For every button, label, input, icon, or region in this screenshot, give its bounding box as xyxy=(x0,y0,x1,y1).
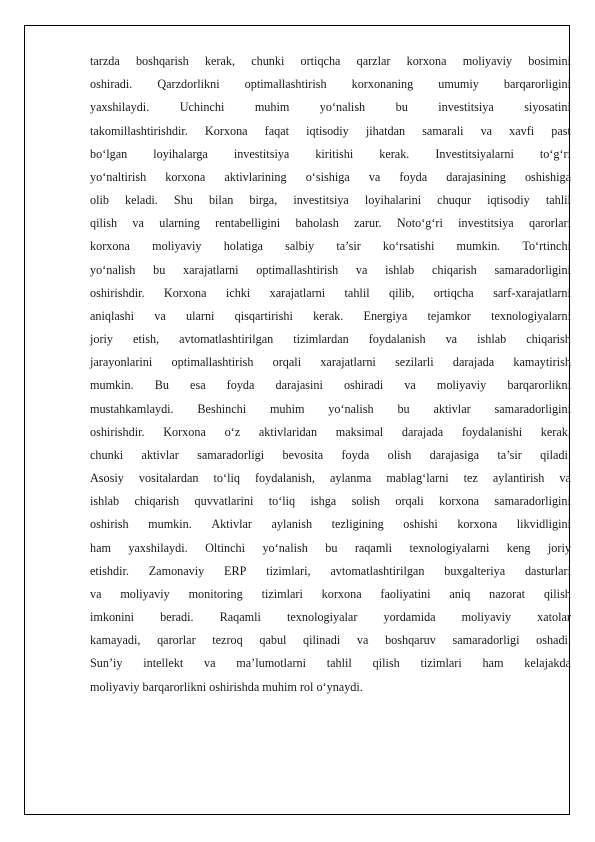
text-line: Sun’iy intellekt va ma’lumotlarni tahlil qilish tizimlari ham kelajakda xyxy=(90,656,571,671)
text-line: va moliyaviy monitoring tizimlari korxona faoliyatini aniq nazorat qilish xyxy=(90,586,571,601)
text-line: yaxshilaydi. Uchinchi muhim yo‘nalish bu investitsiya siyosatini xyxy=(90,100,571,115)
text-line: Asosiy vositalardan to‘liq foydalanish, aylanma mablag‘larni tez aylantirish va xyxy=(90,471,571,486)
text-line: aniqlashi va ularni qisqartirishi kerak. Energiya tejamkor texnologiyalarni xyxy=(90,308,571,323)
text-line: chunki aktivlar samaradorligi bevosita foyda olish darajasiga ta’sir qiladi. xyxy=(90,447,571,462)
text-line: etishdir. Zamonaviy ERP tizimlari, avtomatlashtirilgan buxgalteriya dasturlari xyxy=(90,563,571,578)
text-line: tarzda boshqarish kerak, chunki ortiqcha qarzlar korxona moliyaviy bosimini xyxy=(90,54,571,68)
text-line: mumkin. Bu esa foyda darajasini oshiradi va moliyaviy barqarorlikni xyxy=(90,378,571,393)
text-line: oshirish mumkin. Aktivlar aylanish tezligining oshishi korxona likvidligini xyxy=(90,517,571,532)
text-line: kamayadi, qarorlar tezroq qabul qilinadi va boshqaruv samaradorligi oshadi. xyxy=(90,633,571,648)
text-line: takomillashtirishdir. Korxona faqat iqtisodiy jihatdan samarali va xavfi past xyxy=(90,123,571,138)
text-line: jarayonlarini optimallashtirish orqali xarajatlarni sezilarli darajada kamaytirish xyxy=(90,355,571,370)
text-line: mustahkamlaydi. Beshinchi muhim yo‘nalish bu aktivlar samaradorligini xyxy=(90,401,571,416)
text-line: oshirishdir. Korxona o‘z aktivlaridan maksimal darajada foydalanishi kerak, xyxy=(90,424,571,439)
text-line: ham yaxshilaydi. Oltinchi yo‘nalish bu raqamli texnologiyalarni keng joriy xyxy=(90,540,571,555)
text-line: olib keladi. Shu bilan birga, investitsiya loyihalarini chuqur iqtisodiy tahlil xyxy=(90,193,571,208)
text-line-last: moliyaviy barqarorlikni oshirishda muhim rol o‘ynaydi. xyxy=(90,679,363,694)
text-line: bo‘lgan loyihalarga investitsiya kiritishi kerak. Investitsiyalarni to‘g‘ri xyxy=(90,146,571,161)
text-line: oshirishdir. Korxona ichki xarajatlarni tahlil qilib, ortiqcha sarf-xarajatlarni xyxy=(90,285,571,300)
text-line: oshiradi. Qarzdorlikni optimallashtirish korxonaning umumiy barqarorligini xyxy=(90,77,571,92)
text-line: imkonini beradi. Raqamli texnologiyalar yordamida moliyaviy xatolar xyxy=(90,610,571,625)
text-line: korxona moliyaviy holatiga salbiy ta’sir ko‘rsatishi mumkin. To‘rtinchi xyxy=(90,239,571,254)
body-paragraph xyxy=(90,50,571,699)
text-line: joriy etish, avtomatlashtirilgan tizimlardan foydalanish va ishlab chiqarish xyxy=(90,332,571,347)
text-line: qilish va ularning rentabelligini baholash zarur. Noto‘g‘ri investitsiya qarorlari xyxy=(90,216,571,231)
text-line: yo‘nalish bu xarajatlarni optimallashtirish va ishlab chiqarish samaradorligini xyxy=(90,262,571,277)
text-line: yo‘naltirish korxona aktivlarining o‘sishiga va foyda darajasining oshishiga xyxy=(90,169,571,184)
text-line: ishlab chiqarish quvvatlarini to‘liq ishga solish orqali korxona samaradorligini xyxy=(90,494,571,509)
